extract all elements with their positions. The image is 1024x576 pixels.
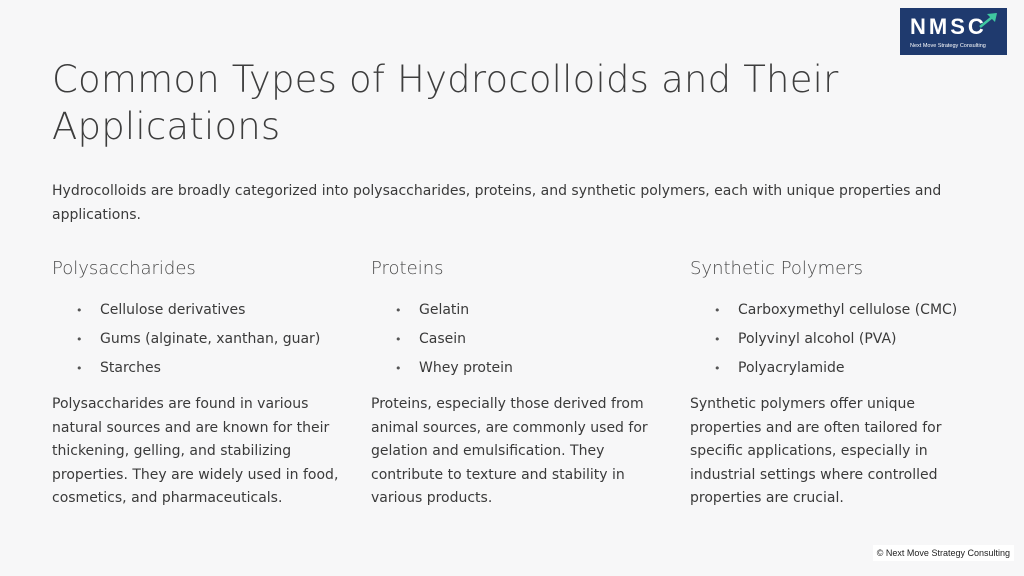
list-item: [690, 354, 980, 383]
list-item-label: Gelatin: [419, 302, 470, 318]
list-item-label: Whey protein: [419, 360, 513, 376]
column-proteins: [371, 256, 661, 511]
list-item: [690, 296, 980, 325]
bullet-icon: •: [76, 333, 83, 346]
company-logo: [900, 8, 1007, 55]
list-item-label: Polyvinyl alcohol (PVA): [738, 331, 897, 347]
list-item: [52, 296, 342, 325]
column-description: Synthetic polymers offer unique properties and are often tailored for specific applications, especially in industrial settings where controlled properties are crucial.: [690, 396, 942, 506]
list-item: [371, 296, 661, 325]
bullet-list: [52, 296, 342, 383]
list-item: [52, 325, 342, 354]
list-item-label: Polyacrylamide: [738, 360, 845, 376]
column-heading: Proteins: [371, 258, 444, 279]
logo-mark: NMSC: [910, 14, 987, 39]
list-item-label: Starches: [100, 360, 161, 376]
list-item-label: Carboxymethyl cellulose (CMC): [738, 302, 958, 318]
list-item: [371, 354, 661, 383]
column-heading: Polysaccharides: [52, 258, 196, 279]
bullet-icon: •: [395, 362, 402, 375]
bullet-icon: •: [714, 333, 721, 346]
copyright-footer: © Next Move Strategy Consulting: [873, 545, 1014, 561]
bullet-list: [371, 296, 661, 383]
bullet-icon: •: [714, 304, 721, 317]
column-synthetic-polymers: [690, 256, 980, 511]
bullet-icon: •: [76, 304, 83, 317]
logo-tagline: Next Move Strategy Consulting: [910, 43, 986, 49]
column-polysaccharides: [52, 256, 342, 511]
bullet-icon: •: [76, 362, 83, 375]
column-description: Polysaccharides are found in various natural sources and are known for their thickening, gelling, and stabilizing properties. They are widely used in food, cosmetics, and pharmaceuticals.: [52, 396, 339, 506]
bullet-icon: •: [395, 304, 402, 317]
column-heading: Synthetic Polymers: [690, 258, 863, 279]
list-item: [690, 325, 980, 354]
bullet-icon: •: [395, 333, 402, 346]
intro-paragraph: Hydrocolloids are broadly categorized into polysaccharides, proteins, and synthetic polymers, each with unique properties and applications.: [52, 183, 942, 223]
list-item-label: Cellulose derivatives: [100, 302, 246, 318]
bullet-icon: •: [714, 362, 721, 375]
list-item-label: Gums (alginate, xanthan, guar): [100, 331, 321, 347]
column-description: Proteins, especially those derived from animal sources, are commonly used for gelation and emulsification. They contribute to texture and stability in various products.: [371, 396, 648, 506]
list-item: [52, 354, 342, 383]
list-item: [371, 325, 661, 354]
bullet-list: [690, 296, 980, 383]
page-title: Common Types of Hydrocolloids and Their Applications: [52, 58, 839, 148]
arrow-up-right-icon: [978, 11, 1000, 29]
list-item-label: Casein: [419, 331, 467, 347]
